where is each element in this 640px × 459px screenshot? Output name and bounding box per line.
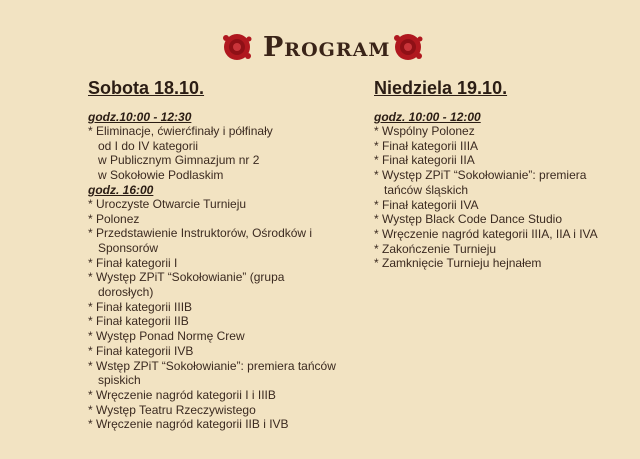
list-item: w Publicznym Gimnazjum nr 2 (98, 153, 260, 168)
sunday-column (374, 78, 624, 271)
list-item: * Występ Ponad Normę Crew (88, 329, 245, 344)
list-item: * Finał kategorii IIB (88, 314, 189, 329)
list-item: * Uroczyste Otwarcie Turnieju (88, 196, 247, 211)
list-item: * Finał kategorii I (88, 255, 178, 270)
list-item: * Wstęp ZPiT “Sokołowianie”: premiera tańców spiskich (88, 358, 336, 388)
list-item: * Zakończenie Turnieju (374, 241, 497, 256)
title-row (0, 30, 640, 70)
list-item: * Finał kategorii IIIA (374, 138, 479, 153)
time-heading: godz. 10:00 - 12:00 (374, 110, 481, 124)
list-item: * Finał kategorii IIIB (88, 299, 193, 314)
list-item: * Polonez (88, 211, 140, 226)
list-item: * Przedstawienie Instruktorów, Ośrodków i Sponsorów (88, 226, 313, 255)
list-item: * Wręczenie nagród kategorii IIB i IVB (88, 417, 289, 432)
list-item: * Finał kategorii IIA (374, 153, 475, 168)
list-item: * Zamknięcie Turnieju hejnałem (374, 256, 542, 271)
page-title: Program (263, 32, 391, 63)
saturday-column (88, 78, 338, 432)
list-item: * Wspólny Polonez (374, 124, 475, 138)
list-item: * Finał kategorii IVA (374, 197, 479, 212)
list-item: * Wręczenie nagród kategorii I i IIIB (88, 387, 276, 402)
list-item: * Występ Teatru Rzeczywistego (88, 402, 256, 417)
day-heading: Sobota 18.10. (88, 78, 205, 98)
list-item: * Eliminacje, ćwierćfinały i półfinały (88, 124, 273, 138)
list-item: * Wręczenie nagród kategorii IIIA, IIA i IVA (374, 226, 598, 241)
list-item: od I do IV kategorii (98, 138, 199, 153)
day-heading: Niedziela 19.10. (374, 78, 508, 98)
list-item: * Występ Black Code Dance Studio (374, 212, 562, 227)
list-item: * Występ ZPiT “Sokołowianie”: premiera tańców śląskich (374, 168, 587, 197)
wax-seal-icon (393, 32, 423, 62)
list-item: w Sokołowie Podlaskim (98, 168, 224, 183)
list-item: * Występ ZPiT “Sokołowianie” (grupa dorosłych) (88, 270, 285, 300)
list-item: * Finał kategorii IVB (88, 343, 194, 358)
time-heading: godz. 16:00 (88, 182, 154, 197)
time-heading: godz.10:00 - 12:30 (88, 110, 192, 124)
wax-seal-icon (222, 32, 252, 62)
